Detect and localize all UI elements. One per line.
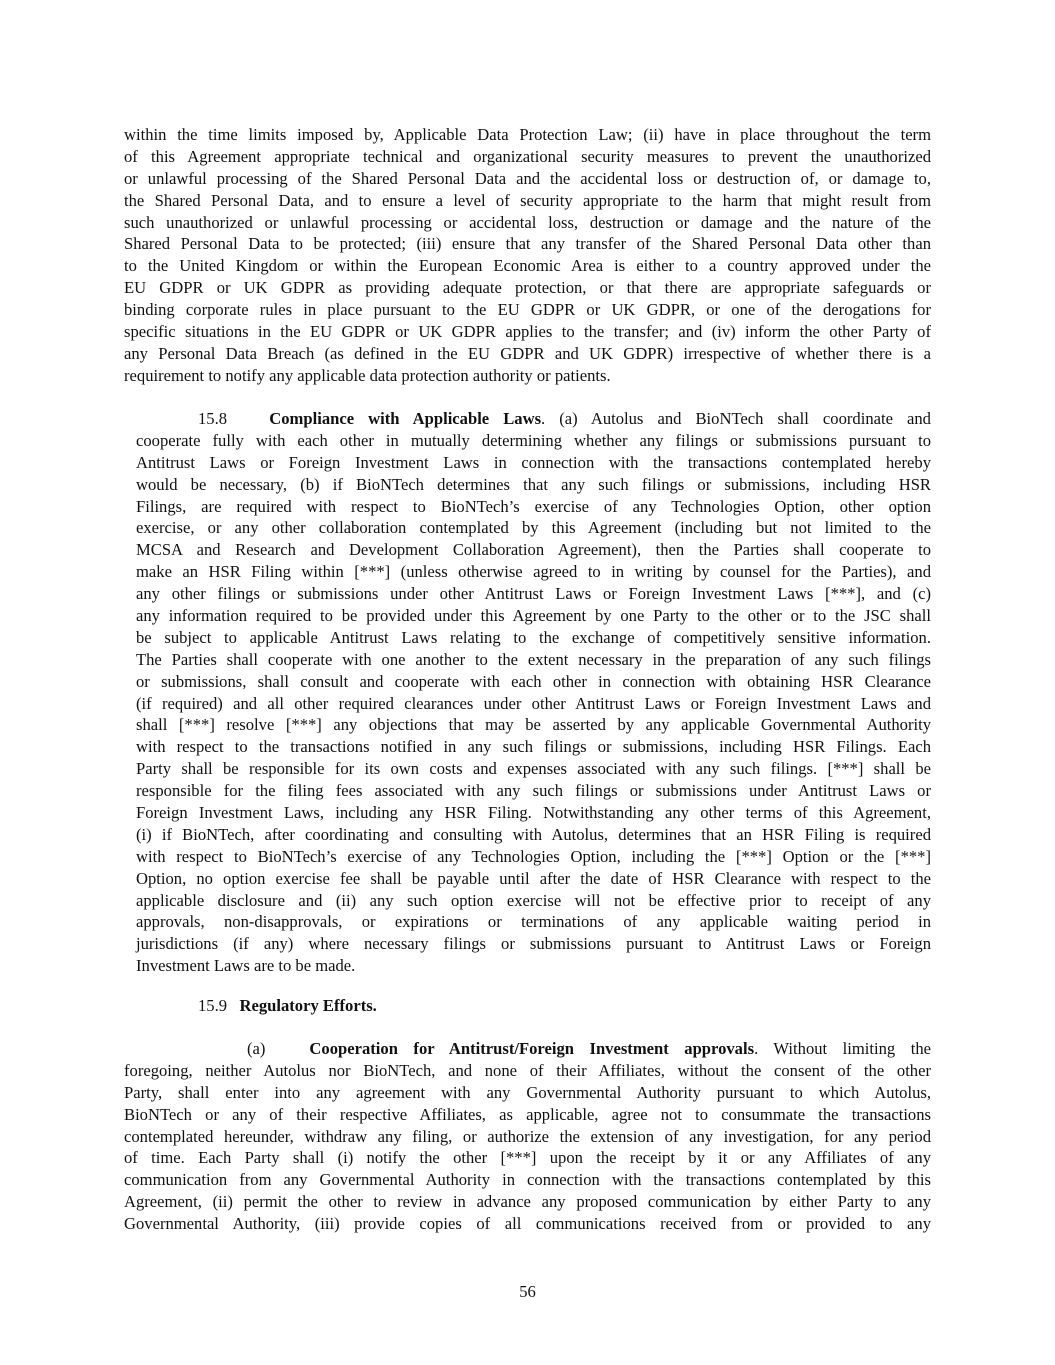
text-line: applicable disclosure and (ii) any such option exercise will not be effective prior to receipt of any (136, 890, 931, 910)
text-line: or unlawful processing of the Shared Personal Data and the accidental loss or destruction of, or damage to, (124, 168, 931, 188)
text-line: MCSA and Research and Development Collaboration Agreement), then the Parties shall cooperate to (136, 540, 931, 560)
text-line: responsible for the filing fees associated with any such filings or submissions under Antitrust Laws or (136, 781, 931, 801)
text-line: or submissions, shall consult and cooperate with each other in connection with obtaining HSR Clearance (136, 671, 931, 691)
paragraph-data-protection (124, 124, 931, 387)
subsection-label: (a) (247, 1039, 266, 1058)
text-line: (i) if BioNTech, after coordinating and consulting with Autolus, determines that an HSR Filing is required (136, 824, 931, 844)
section-15-9 (198, 995, 377, 1017)
text-line: Option, no option exercise fee shall be payable until after the date of HSR Clearance with respect to the (136, 868, 931, 888)
section-first-line (136, 408, 931, 430)
text-line: of time. Each Party shall (i) notify the other [***] upon the receipt by it or any Affiliates of any (124, 1148, 931, 1168)
text-line: approvals, non-disapprovals, or expirations or terminations of any applicable waiting period in (136, 912, 931, 932)
text-line: Foreign Investment Laws, including any HSR Filing. Notwithstanding any other terms of this Agreement, (136, 803, 931, 823)
section-number: 15.8 (198, 409, 228, 428)
text-line: specific situations in the EU GDPR or UK GDPR applies to the transfer; and (iv) inform the other Party of (124, 322, 931, 342)
section-15-9-a (124, 1038, 931, 1235)
text-line: within the time limits imposed by, Applicable Data Protection Law; (ii) have in place throughout the term (124, 125, 931, 144)
text-line: with respect to BioNTech’s exercise of any Technologies Option, including the [***] Option or the [***] (136, 846, 931, 866)
text-line: such unauthorized or unlawful processing or accidental loss, destruction or damage and the nature of the (124, 212, 931, 232)
section-15-8 (136, 408, 931, 977)
text-line: BioNTech or any of their respective Affiliates, as applicable, agree not to consummate the transactions (124, 1104, 931, 1124)
text-line: EU GDPR or UK GDPR as providing adequate protection, or that there are appropriate safeguards or (124, 278, 931, 298)
text-line: any other filings or submissions under other Antitrust Laws or Foreign Investment Laws [***], and (c) (136, 584, 931, 604)
text-line: requirement to notify any applicable data protection authority or patients. (124, 365, 611, 385)
page-number: 56 (519, 1282, 536, 1301)
text-line: Investment Laws are to be made. (136, 956, 356, 976)
text-line: Party shall be responsible for its own costs and expenses associated with any such filings. [***] shall be (136, 759, 931, 779)
text-line: binding corporate rules in place pursuant to the EU GDPR or UK GDPR, or one of the derogations for (124, 300, 931, 320)
section-heading: Regulatory Efforts. (239, 996, 377, 1015)
text-line: to the United Kingdom or within the European Economic Area is either to a country approved under the (124, 256, 931, 276)
text-line: contemplated hereunder, withdraw any filing, or authorize the extension of any investigation, for any period (124, 1126, 931, 1146)
text-line: foregoing, neither Autolus nor BioNTech, and none of their Affiliates, without the consent of the other (124, 1060, 931, 1080)
text-line: make an HSR Filing within [***] (unless otherwise agreed to in writing by counsel for the Parties), and (136, 562, 931, 582)
text-line: any information required to be provided under this Agreement by one Party to the other or to the JSC shall (136, 606, 931, 626)
text-line: jurisdictions (if any) where necessary filings or submissions pursuant to Antitrust Laws or Foreign (136, 934, 931, 954)
subsection-text: . Without limiting the (754, 1039, 931, 1058)
text-line: Shared Personal Data to be protected; (iii) ensure that any transfer of the Shared Personal Data other than (124, 234, 931, 254)
text-line: Party, shall enter into any agreement with any Governmental Authority pursuant to which Autolus, (124, 1082, 931, 1102)
section-text: . (a) Autolus and BioNTech shall coordinate and (541, 409, 931, 428)
text-line: Antitrust Laws or Foreign Investment Laws in connection with the transactions contemplated hereby (136, 452, 931, 472)
text-line: communication from any Governmental Authority in connection with the transactions contemplated by this (124, 1170, 931, 1190)
text-line: the Shared Personal Data, and to ensure a level of security appropriate to the harm that might result from (124, 190, 931, 210)
section-number: 15.9 (198, 996, 228, 1015)
text-line: of this Agreement appropriate technical and organizational security measures to prevent the unauthorized (124, 146, 931, 166)
text-line: shall [***] resolve [***] any objections that may be asserted by any applicable Governmental Authority (136, 715, 931, 735)
text-line: with respect to the transactions notified in any such filings or submissions, including HSR Filings. Each (136, 737, 931, 757)
text-line: Agreement, (ii) permit the other to review in advance any proposed communication by either Party to any (124, 1192, 931, 1212)
text-line: any Personal Data Breach (as defined in the EU GDPR and UK GDPR) irrespective of whether there is a (124, 343, 931, 363)
section-first-line (124, 1038, 931, 1060)
text-line: (if required) and all other required clearances under other Antitrust Laws or Foreign Investment Laws and (136, 693, 931, 713)
text-line: exercise, or any other collaboration contemplated by this Agreement (including but not limited to the (136, 518, 931, 538)
text-line: be subject to applicable Antitrust Laws relating to the exchange of competitively sensitive information. (136, 627, 931, 647)
text-line: Governmental Authority, (iii) provide copies of all communications received from or provided to any (124, 1214, 931, 1234)
text-line: The Parties shall cooperate with one another to the extent necessary in the preparation of any such filings (136, 649, 931, 669)
text-line: would be necessary, (b) if BioNTech determines that any such filings or submissions, including HSR (136, 474, 931, 494)
section-heading: Compliance with Applicable Laws (269, 409, 542, 428)
text-line: cooperate fully with each other in mutually determining whether any filings or submissions pursuant to (136, 430, 931, 450)
text-line: Filings, are required with respect to BioNTech’s exercise of any Technologies Option, other option (136, 496, 931, 516)
subsection-heading: Cooperation for Antitrust/Foreign Investment approvals (309, 1039, 755, 1058)
